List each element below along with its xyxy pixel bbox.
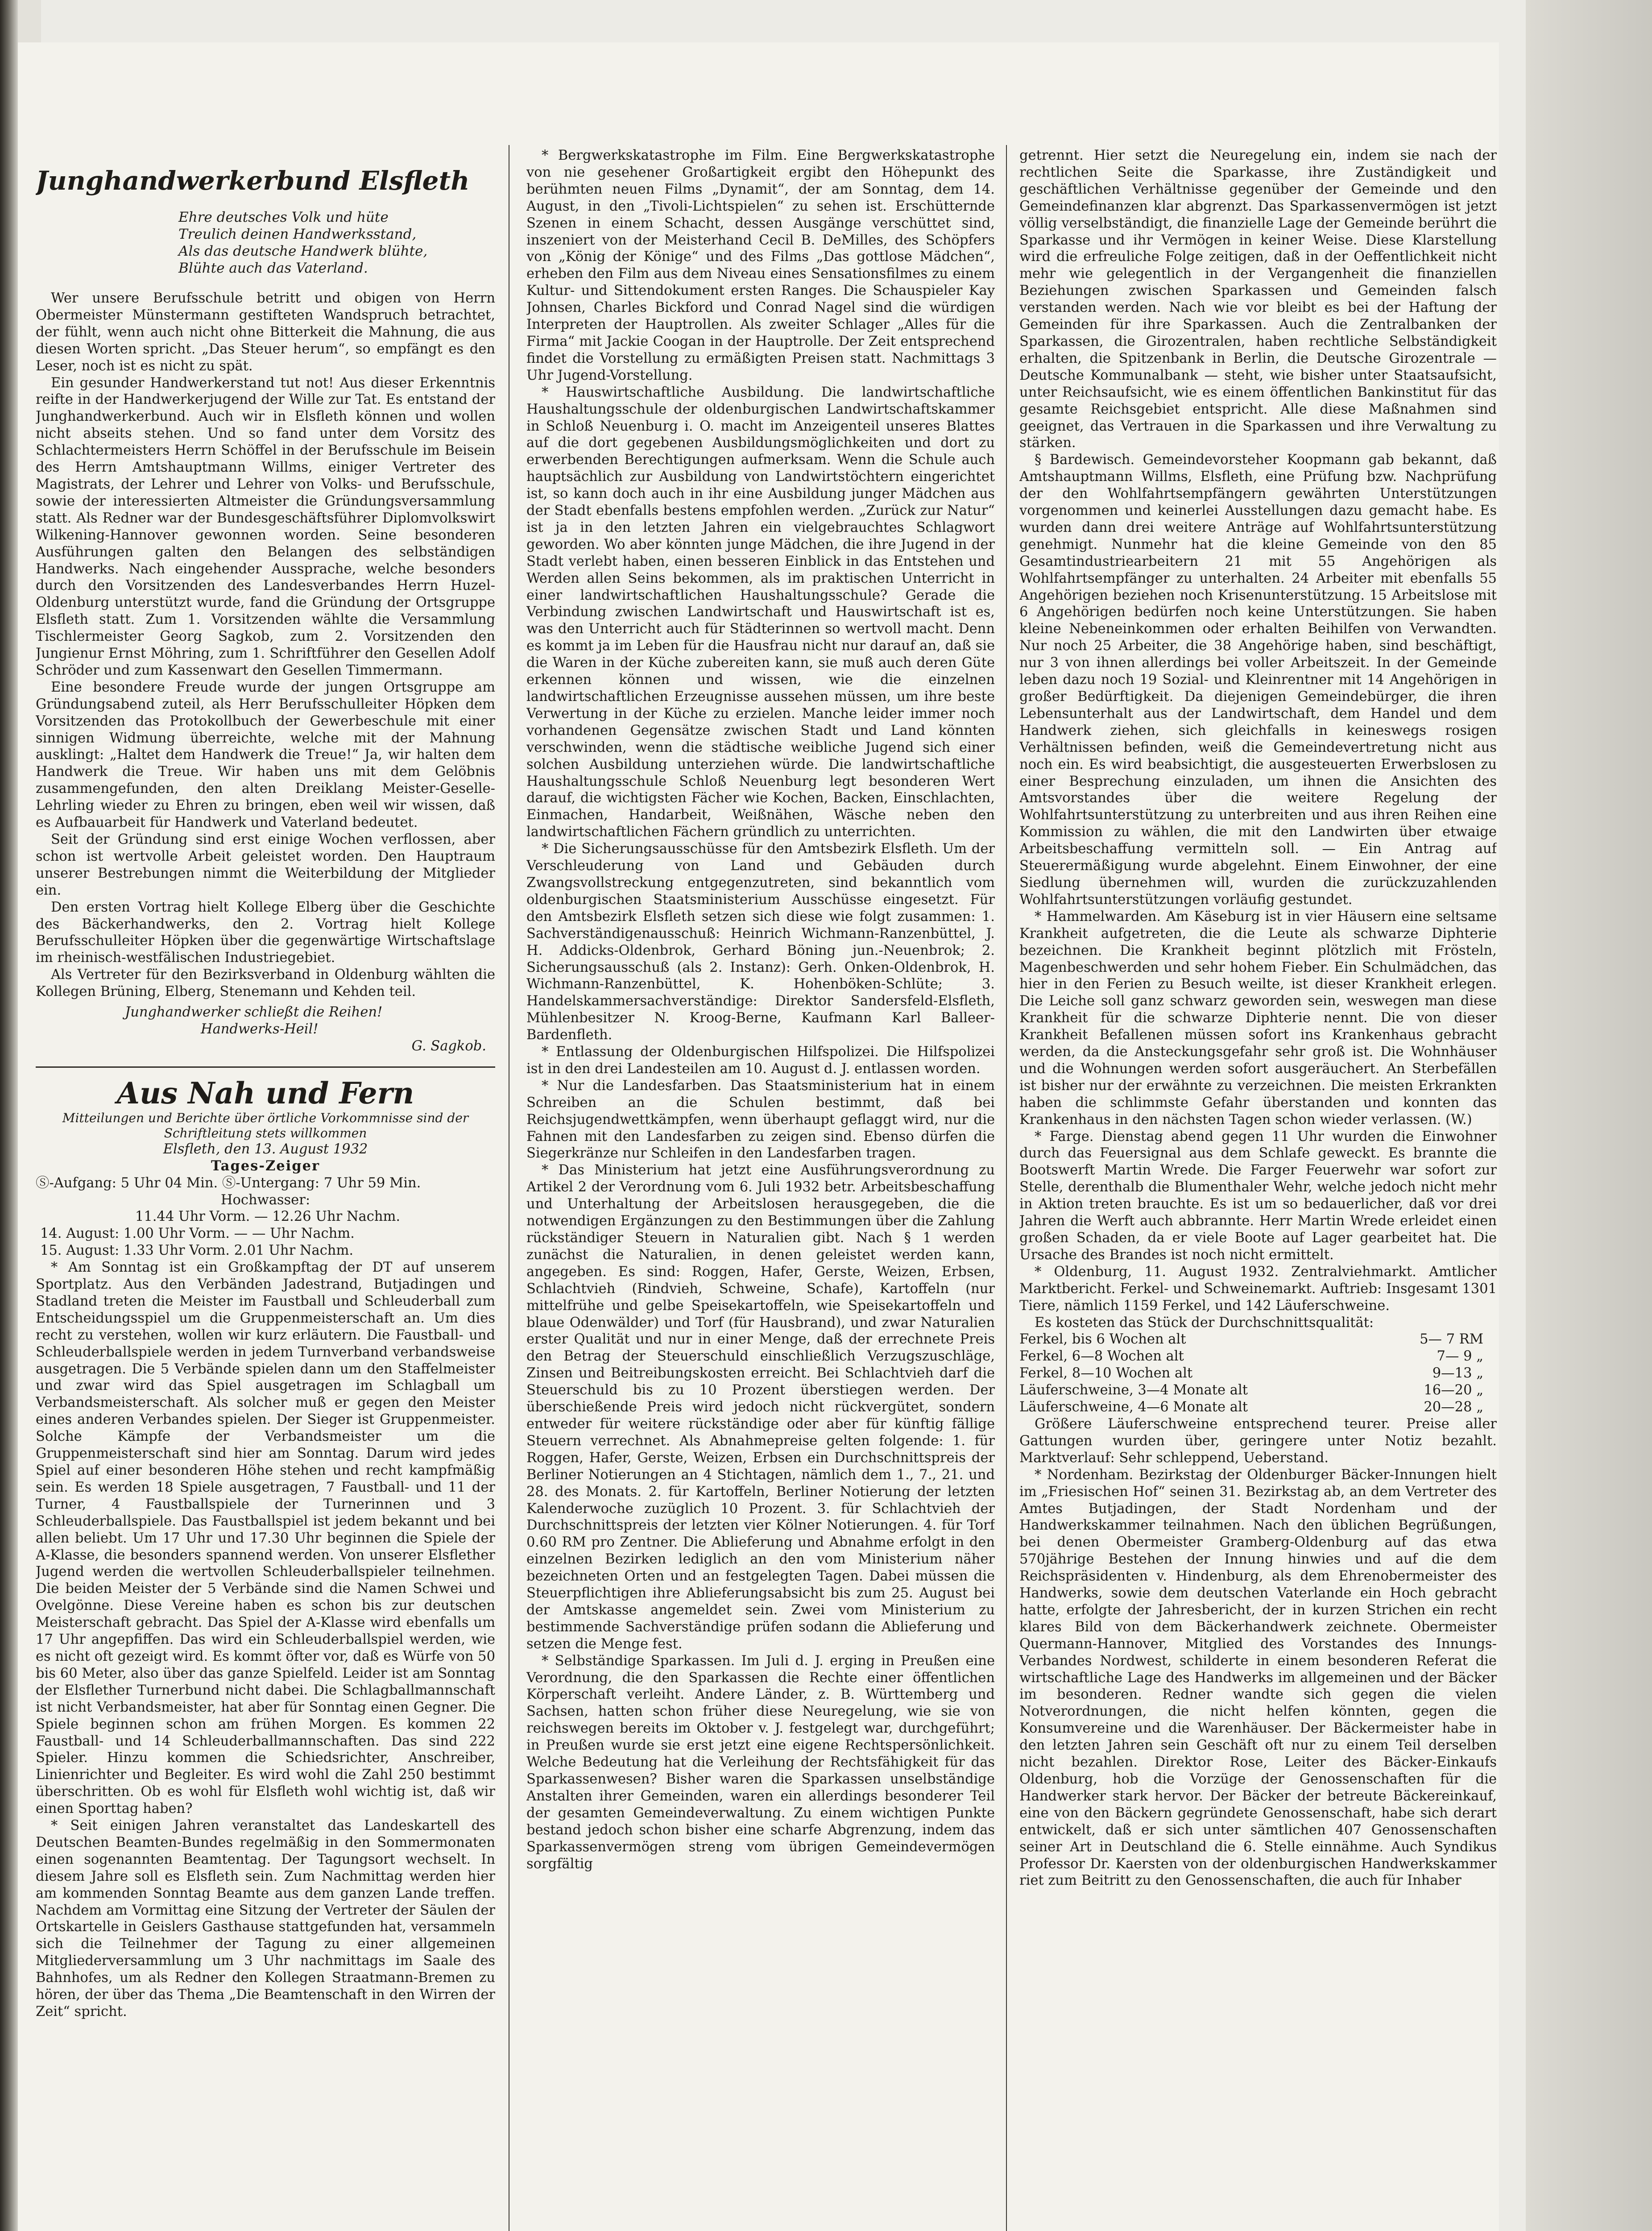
motto-line: Treulich deinen Handwerksstand, — [178, 226, 417, 242]
closing-line: Junghandwerker schließt die Reihen! — [125, 1004, 383, 1020]
market-item: Ferkel, 6—8 Wochen alt — [1019, 1348, 1184, 1364]
market-item: Läuferschweine, 4—6 Monate alt — [1019, 1399, 1248, 1415]
paragraph: Eine besondere Freude wurde der jungen Ortsgruppe am Gründungsabend zuteil, als Herr Berufsschulleiter Höpken dem Vorsitzenden das Protokollbuch der Gewerbeschule mit einer sinnigen Widmung überreichte, welche mit der Mahnung ausklingt: „Haltet dem Handwerk die Treue!“ Ja, wir halten dem Handwerk die Treue. Wir haben uns mit dem Gelöbnis zusammengefunden, den alten Dreiklang Meister-Geselle-Lehrling wieder zu Ehren zu bringen, eben weil wir wissen, daß es Aufbauarbeit für Handwerk und Vaterland bedeutet. — [36, 679, 495, 831]
tages-zeiger-heading: Tages-Zeiger — [211, 1157, 320, 1174]
news-item: * Entlassung der Oldenburgischen Hilfspolizei. Die Hilfspolizei ist in den drei Landesteilen am 10. August d. J. entlassen worden. — [526, 1044, 995, 1077]
column-rule — [1006, 145, 1007, 2231]
dateline: Elsfleth, den 13. August 1932 — [163, 1141, 368, 1157]
motto-line: Als das deutsche Handwerk blühte, — [178, 243, 428, 259]
section-title: Aus Nah und Fern — [116, 1075, 414, 1111]
market-item: Läuferschweine, 3—4 Monate alt — [1019, 1382, 1248, 1398]
news-item: * Hammelwarden. Am Käseburg ist in vier Häusern eine seltsame Krankheit aufgetreten, die die Leute als schwarze Diphterie bezeichnen. Die Krankheit beginnt plötzlich mit Frösteln, Magenbeschwerden und sehr hohem Fieber. Ein Schulmädchen, das hier in den Ferien zu Besuch weilte, ist dieser Krankheit erlegen. Die Leiche soll ganz schwarz geworden sein, weswegen man diese Krankheit für die schwarze Diphterie nennt. Die von dieser Krankheit Befallenen müssen sofort ins Krankenhaus gebracht werden, da die Ansteckungsgefahr sehr groß ist. Die Wohnhäuser und die Wohnungen werden sofort ausgeräuchert. An Sterbefällen ist bisher nur der erwähnte zu verzeichnen. Die meisten Erkrankten haben die schlimmste Gefahr überstanden und konnten das Krankenhaus in den nächsten Tagen schon wieder verlassen. (W.) — [1019, 908, 1497, 1128]
news-item: Größere Läuferschweine entsprechend teurer. Preise aller Gattungen wurden über, geringere unter Notiz bezahlt. Marktverlauf: Sehr schleppend, Ueberstand. — [1019, 1416, 1497, 1466]
market-price: 20—28 „ — [1424, 1399, 1483, 1415]
column-3 — [1019, 147, 1497, 2231]
news-item: * Nur die Landesfarben. Das Staatsministerium hat in einem Schreiben an die Schulen bestimmt, daß bei Reichsjugendwettkämpfen, wenn überhaupt geflaggt wird, nur die Fahnen mit den Landesfarben zu zeigen sind. Ebenso dürfen die Siegerkränze nur Schleifen in den Landesfarben tragen. — [526, 1078, 995, 1161]
tide-row: 11.44 Uhr Vorm. — 12.26 Uhr Nachm. — [135, 1209, 401, 1225]
column-1 — [36, 147, 495, 2231]
paragraph: Den ersten Vortrag hielt Kollege Elberg über die Geschichte des Bäckerhandwerks, den 2. Vortrag hielt Kollege Berufsschulleiter Höpken über die gegenwärtige Wirtschaftslage im rheinisch-westfälischen Industriegebiet. — [36, 899, 495, 966]
column-2 — [526, 147, 995, 2231]
market-row — [1019, 1399, 1497, 1416]
newspaper-page — [18, 42, 1499, 2231]
market-intro: Es kosteten das Stück der Durchschnittsqualität: — [1035, 1315, 1374, 1331]
page-right-margin — [1526, 0, 1652, 2231]
news-item: * Hauswirtschaftliche Ausbildung. Die landwirtschaftliche Haushaltungsschule der oldenburgischen Landwirtschaftskammer in Schloß Neuenburg i. O. macht im Anzeigenteil unseres Blattes auf die dort gegebenen Ausbildungsmöglichkeiten und dort zu erwerbenden Berechtigungen aufmerksam. Wenn die Schule auch hauptsächlich zur Ausbildung von Landwirtstöchtern eingerichtet ist, so kann doch auch in ihr eine Ausbildung junger Mädchen aus der Stadt ebenfalls bestens empfohlen werden. „Zurück zur Natur“ ist ja in den letzten Jahren ein vielgebrauchtes Schlagwort geworden. Wo aber könnten junge Mädchen, die ihre Jugend in der Stadt verlebt haben, einen besseren Einblick in das Entstehen und Werden allen Seins bekommen, als im praktischen Unterricht in einer landwirtschaftlichen Haushaltungsschule? Gerade die Verbindung zwischen Landwirtschaft und Hauswirtschaft ist es, was den Unterricht auch für Städterinnen so wertvoll macht. Denn es kommt ja im Leben für die Hausfrau nicht nur darauf an, daß sie die Waren in der Küche zubereiten kann, sie muß auch deren Güte erkennen können und wissen, wie die einzelnen landwirtschaftlichen Erzeugnisse aussehen müssen, um ihre beste Verwertung in der Küche zu erzielen. Manche leider immer noch vorhandenen Gegensätze zwischen Stadt und Land könnten verschwinden, wenn die städtische weibliche Jugend sich einer solchen Ausbildung unterziehen würde. Die landwirtschaftliche Haushaltungsschule Schloß Neuenburg legt besonderen Wert darauf, die wichtigsten Fächer wie Kochen, Backen, Einschlachten, Einmachen, Handarbeit, Weißnähen, Wäsche neben den landwirtschaftlichen Fächern gründlich zu unterrichten. — [526, 384, 995, 840]
section-divider — [36, 1066, 495, 1068]
news-item: * Oldenburg, 11. August 1932. Zentralviehmarkt. Amtlicher Marktbericht. Ferkel- und Schweinemarkt. Auftrieb: Insgesamt 1301 Tiere, nämlich 1159 Ferkel, und 142 Läuferschweine. — [1019, 1264, 1497, 1314]
market-item: Ferkel, bis 6 Wochen alt — [1019, 1331, 1186, 1348]
tide-row: 14. August: 1.00 Uhr Vorm. — — Uhr Nachm. — [40, 1226, 355, 1242]
news-item: * Seit einigen Jahren veranstaltet das Landeskartell des Deutschen Beamten-Bundes regelmäßig in den Sommermonaten einen sogenannten Beamtentag. Der Tagungsort wechselt. In diesem Jahre soll es Elsfleth sein. Zum Nachmittag werden hier am kommenden Sonntag Beamte aus dem ganzen Lande treffen. Nachdem am Vormittag eine Sitzung der Vertreter der Säulen der Ortskartelle in Geislers Gasthause stattgefunden hat, versammeln sich die Teilnehmer der Tagung zu einer allgemeinen Mitgliederversammlung um 3 Uhr nachmittags im Saale des Bahnhofes, um als Redner den Kollegen Straatmann-Bremen zu hören, der über das Thema „Die Beamtenschaft in den Wirren der Zeit“ spricht. — [36, 1818, 495, 2020]
news-item: § Bardewisch. Gemeindevorsteher Koopmann gab bekannt, daß Amtshauptmann Willms, Elsfleth, eine Prüfung bzw. Nachprüfung der den Wohlfahrtsempfängern gewährten Unterstützungen vorgenommen und keinerlei Ausstellungen dazu gemacht habe. Es wurden dann drei weitere Anträge auf Wohlfahrtsunterstützung genehmigt. Nunmehr hat die kleine Gemeinde von den 85 Gesamtindustriearbeitern 21 mit 55 Angehörigen als Wohlfahrtsempfänger zu unterhalten. 24 Arbeiter mit ebenfalls 55 Angehörigen beziehen noch Krisenunterstützung. 15 Arbeitslose mit 6 Angehörigen bedürfen noch keine Unterstützungen. Sie haben kleine Nebeneinkommen oder erhalten Beihilfen von Verwandten. Nur noch 25 Arbeiter, die 38 Angehörige haben, sind beschäftigt, nur 3 von ihnen allerdings bei voller Arbeitszeit. In der Gemeinde leben dazu noch 19 Sozial- und Kleinrentner mit 14 Angehörigen in großer Bedürftigkeit. Da diejenigen Gemeindebürger, die ihren Lebensunterhalt aus der Landwirtschaft, dem Handel und dem Handwerk ziehen, sich gleichfalls in keineswegs rosigen Verhältnissen befinden, weiß die Gemeindevertretung nicht aus noch ein. Es wird beabsichtigt, die ausgesteuerten Erwerbslosen zu einer Besprechung einzuladen, um ihnen die Ansichten des Amtsvorstandes über die weitere Regelung der Wohlfahrtsunterstützung zu unterbreiten und aus ihren Reihen eine Kommission zu wählen, die mit den Landwirten über etwaige Arbeitsbeschaffung vermitteln soll. — Ein Antrag auf Steuerermäßigung wurde abgelehnt. Einem Einwohner, der eine Siedlung übernehmen will, wurden die zurückzuzahlenden Wohlfahrtsunterstützungen vorläufig gestundet. — [1019, 452, 1497, 908]
market-price: 5— 7 RM — [1420, 1331, 1483, 1348]
paragraph: Als Vertreter für den Bezirksverband in Oldenburg wählten die Kollegen Brüning, Elberg, Stenemann und Kehden teil. — [36, 967, 495, 1000]
market-price: 9—13 „ — [1432, 1365, 1483, 1381]
news-item: * Bergwerkskatastrophe im Film. Eine Bergwerkskatastrophe von nie gesehener Großartigkeit ergibt den Höhepunkt des berühmten neuen Films „Dynamit“, der am Sonntag, dem 14. August, in den „Tivoli-Lichtspielen“ zu sehen ist. Erschütternde Szenen in einem Schacht, dessen Ausgänge verschüttet sind, inszeniert von der Meisterhand Cecil B. DeMilles, des Schöpfers von „König der Könige“ und des Films „Das gottlose Mädchen“, erheben den Film aus dem Niveau eines Sensationsfilmes zu einem Kultur- und Sittendokument ersten Ranges. Die Schauspieler Kay Johnsen, Charles Bickford und Conrad Nagel sind die würdigen Interpreten der Hauptrollen. Als zweiter Schlager „Alles für die Firma“ mit Jackie Coogan in der Hauptrolle. Der Zeit entsprechend findet die Vorstellung zu ermäßigten Preisen statt. Nachmittags 3 Uhr Jugend-Vorstellung. — [526, 148, 995, 383]
market-row — [1019, 1365, 1497, 1382]
market-price: 7— 9 „ — [1437, 1348, 1483, 1364]
paragraph: Seit der Gründung sind erst einige Wochen verflossen, aber schon ist wertvolle Arbeit geleistet worden. Den Hauptraum unserer Bestrebungen nimmt die Weiterbildung der Mitglieder ein. — [36, 832, 495, 898]
sun-times: Ⓢ-Aufgang: 5 Uhr 04 Min. Ⓢ-Untergang: 7 Uhr 59 Min. — [36, 1175, 421, 1191]
paragraph: Ein gesunder Handwerkerstand tut not! Aus dieser Erkenntnis reifte in der Handwerkerjugend der Wille zur Tat. Es entstand der Junghandwerkerbund. Auch wir in Elsfleth können und wollen nicht abseits stehen. Und so fand unter dem Vorsitz des Schlachtermeisters Herrn Schöffel in der Berufsschule im Beisein des Herrn Amtshauptmann Willms, einiger Vertreter des Magistrats, der Lehrer und Lehrer von Volks- und Berufsschule, sowie der interessierten Altmeister die Gründungsversammlung statt. Als Redner war der Bundesgeschäftsführer Diplomvolkswirt Wilkening-Hannover gewonnen worden. Seine besonderen Ausführungen galten den Belangen des selbständigen Handwerks. Nach eingehender Aussprache, welche besonders durch den Vorsitzenden des Landesverbandes Herrn Huzel-Oldenburg unterstützt wurde, fand die Gründung der Ortsgruppe Elsfleth statt. Zum 1. Vorsitzenden wählte die Versammlung Tischlermeister Georg Sagkob, zum 2. Vorsitzenden den Jungienur Ernst Möhring, zum 1. Schriftführer den Gesellen Adolf Schröder und zum Kassenwart den Gesellen Timmermann. — [36, 375, 495, 678]
market-row — [1019, 1348, 1497, 1365]
article-title: Junghandwerkerbund Elsfleth — [36, 166, 470, 196]
motto-line: Ehre deutsches Volk und hüte — [178, 209, 389, 225]
news-item: * Am Sonntag ist ein Großkampftag der DT auf unserem Sportplatz. Aus den Verbänden Jadestrand, Butjadingen und Stadland treten die Meister im Faustball und Schleuderball zum Entscheidungsspiel um die Gruppenmeisterschaft an. Um dies recht zu verstehen, wollen wir kurz erläutern. Die Faustball- und Schleuderballspiele werden in jedem Turnverband verbandsweise ausgetragen. Die 5 Verbände spielen dann um den Staffelmeister und zwar wird das Spiel ausgetragen im Schlagball um Verbandsmeisterschaft. Als solcher muß er gegen den Meister eines anderen Verbandes spielen. Der Sieger ist Gruppenmeister. Solche Kämpfe der Verbandsmeister um die Gruppenmeisterschaft sind hier am Sonntag. Darum wird jedes Spiel auf einer besonderen Höhe stehen und recht kampfmäßig sein. Es werden 18 Spiele ausgetragen, 7 Faustball- und 11 der Turner, 4 Faustballspiele der Turnerinnen und 3 Schleuderballspiele. Das Faustballspiel ist jedem bekannt und bei allen beliebt. Um 17 Uhr und 17.30 Uhr beginnen die Spiele der A-Klasse, die besonders spannend werden. Von unserer Elsflether Jugend werden die wertvollen Schleuderballspieler teilnehmen. Die beiden Meister der 5 Verbände sind die Namen Schwei und Ovelgönne. Diese Vereine haben es schon bis zur deutschen Meisterschaft gebracht. Das Spiel der A-Klasse wird ebenfalls um 17 Uhr angepfiffen. Das wird ein Schleuderballspiel werden, wie es nicht oft gezeigt wird. Es kommt öfter vor, daß es Würfe von 50 bis 60 Meter, also über das ganze Spielfeld. Leider ist am Sonntag der Elsflether Turnerbund nicht dabei. Die Schlagballmannschaft ist nicht Verbandsmeister, hat aber für Sonntag einen Gegner. Die Spiele beginnen schon am frühen Morgen. Es kommen 22 Faustball- und 14 Schleuderballmannschaften. Das sind 222 Spieler. Hinzu kommen die Schiedsrichter, Anschreiber, Linienrichter und Begleiter. Es wird wohl die Zahl 250 bestimmt überschritten. Ob es wohl für Elsfleth wohl wichtig ist, daß wir einen Sporttag haben? — [36, 1260, 495, 1817]
news-item: * Nordenham. Bezirkstag der Oldenburger Bäcker-Innungen hielt im „Friesischen Hof“ seinen 31. Bezirkstag ab, an dem Vertreter des Amtes Butjadingen, der Stadt Nordenham und der Handwerkskammer teilnahmen. Nach den üblichen Begrüßungen, bei denen Obermeister Gramberg-Oldenburg auf das etwa 570jährige Bestehen der Innung hinwies und auf die dem Reichspräsidenten v. Hindenburg, als dem Ehrenobermeister des Handwerks, sowie dem deutschen Vaterlande ein Hoch gebracht hatte, erfolgte der Jahresbericht, der in kurzen Strichen ein recht klares Bild von dem Bäckerhandwerk zeichnete. Obermeister Quermann-Hannover, Mitglied des Vorstandes des Innungs-Verbandes Nordwest, schilderte in einem besonderen Referat die wirtschaftliche Lage des Handwerks im allgemeinen und der Bäcker im besonderen. Redner wandte sich gegen die vielen Notverordnungen, die nicht helfen könnten, gegen die Konsumvereine und die Warenhäuser. Der Bäckermeister habe in den letzten Jahren sein Geschäft oft nur zu einem Teil derselben nicht bezahlen. Direktor Rose, Leiter des Bäcker-Einkaufs Oldenburg, hob die Vorzüge der Genossenschaften für die Handwerker stark hervor. Der Bäcker der betreute Bäckereinkauf, eine von den Bäckern gegründete Genossenschaft, habe sich derart entwickelt, daß er sich unter sämtlichen 407 Genossenschaften seiner Art in Deutschland die 6. Stelle einnähme. Auch Syndikus Professor Dr. Kaersten von der oldenburgischen Handwerkskammer riet zum Beitritt zu den Genossenschaften, die auch für Inhaber — [1019, 1467, 1497, 1889]
news-item: getrennt. Hier setzt die Neuregelung ein, indem sie nach der rechtlichen Seite die Sparkasse, ihre Zuständigkeit und geschäftlichen Verhältnisse gegenüber der Gemeinde und den Gemeindefinanzen klar abgrenzt. Das Sparkassenvermögen ist jetzt völlig verselbständigt, die finanzielle Lage der Gemeinde berührt die Sparkasse und ihr Vermögen in keiner Weise. Diese Klarstellung wird die erfreuliche Folge zeitigen, daß in der Oeffentlichkeit nicht mehr wie gelegentlich in der Vergangenheit die finanziellen Beziehungen zwischen Sparkassen und Gemeinden falsch verstanden werden. Nach wie vor bleibt es bei der Haftung der Gemeinden für ihre Sparkassen. Auch die Zentralbanken der Sparkassen, die Girozentralen, haben rechtliche Selbständigkeit erhalten, die Spitzenbank in Berlin, die Deutsche Girozentrale — Deutsche Kommunalbank — steht, wie bisher unter Staatsaufsicht, unter Reichsaufsicht, wie es einem öffentlichen Bankinstitut für das gesamte Reichsgebiet entspricht. Alle diese Maßnahmen sind geeignet, das Vertrauen in die Sparkassen und ihre Verwaltung zu stärken. — [1019, 148, 1497, 451]
news-item: * Die Sicherungsausschüsse für den Amtsbezirk Elsfleth. Um der Verschleuderung von Land und Gebäuden durch Zwangsvollstreckung entgegenzutreten, sind bekanntlich vom oldenburgischen Staatsministerium Ausschüsse eingesetzt. Für den Amtsbezirk Elsfleth setzen sich diese wie folgt zusammen: 1. Sachverständigenausschuß: Heinrich Wichmann-Ranzenbüttel, J. H. Addicks-Oldenbrok, Gerhard Böning jun.-Neuenbrok; 2. Sicherungsausschuß (als 2. Instanz): Gerh. Onken-Oldenbrok, H. Wichmann-Ranzenbüttel, K. Hohenböken-Schlüte; 3. Handelskammersachverständige: Direktor Sandersfeld-Elsfleth, Mühlenbesitzer N. Kroog-Berne, Kaufmann Karl Balleer-Bardenfleth. — [526, 841, 995, 1043]
hochwasser-heading: Hochwasser: — [220, 1192, 311, 1208]
closing — [36, 1004, 495, 1038]
section-subtitle: Mitteilungen und Berichte über örtliche Vorkommnisse sind der Schriftleitung stets willkommen — [62, 1110, 469, 1140]
book-binding-edge — [0, 0, 18, 2231]
market-row — [1019, 1331, 1497, 1348]
news-item: * Farge. Dienstag abend gegen 11 Uhr wurden die Einwohner durch das Feuersignal aus dem Schlafe geweckt. Es brannte die Bootswerft Martin Wrede. Die Farger Feuerwehr war sofort zur Stelle, derenthalb die Blumenthaler Wehr, welche jedoch nicht mehr in Aktion treten brauchte. Es ist um so bedauerlicher, daß vor drei Jahren die Werft auch abbrannte. Herr Martin Wrede erleidet einen großen Schaden, da er viele Boote auf Lager gearbeitet hat. Die Ursache des Brandes ist noch nicht ermittelt. — [1019, 1128, 1497, 1263]
closing-line: Handwerks-Heil! — [201, 1021, 319, 1037]
signature: G. Sagkob. — [411, 1038, 486, 1054]
tide-table — [36, 1208, 495, 1259]
news-item: * Selbständige Sparkassen. Im Juli d. J. erging in Preußen eine Verordnung, die den Sparkassen die Rechte einer öffentlichen Körperschaft verleiht. Andere Länder, z. B. Württemberg und Sachsen, hatten schon früher diese Neuregelung, wie sie von reichswegen bereits im Oktober v. J. festgelegt war, durchgeführt; in Preußen wurde sie erst jetzt eine eigene Rechtspersönlichkeit. Welche Bedeutung hat die Verleihung der Rechtsfähigkeit für das Sparkassenwesen? Bisher waren die Sparkassen unselbständige Anstalten ihrer Gemeinden, waren ein allerdings besonderer Teil der gesamten Gemeindeverwaltung. Zu einem wichtigen Punkte bestand jedoch schon bisher eine scharfe Abgrenzung, indem das Sparkassenvermögen streng vom übrigen Gemeindevermögen sorgfältig — [526, 1653, 995, 1872]
market-price: 16—20 „ — [1424, 1382, 1483, 1398]
tide-row: 15. August: 1.33 Uhr Vorm. 2.01 Uhr Nachm. — [40, 1243, 354, 1259]
paragraph: Wer unsere Berufsschule betritt und obigen von Herrn Obermeister Münstermann gestifteten Wandspruch betrachtet, der fühlt, wenn auch nicht ohne Bitterkeit die Mahnung, die aus diesen Worten spricht. „Das Steuer herum“, so empfängt es den Leser, noch ist es nicht zu spät. — [36, 290, 495, 374]
market-price-table — [1019, 1331, 1497, 1416]
motto-line: Blühte auch das Vaterland. — [178, 260, 368, 276]
motto — [36, 209, 495, 277]
market-item: Ferkel, 8—10 Wochen alt — [1019, 1365, 1193, 1381]
market-row — [1019, 1382, 1497, 1399]
news-item: * Das Ministerium hat jetzt eine Ausführungsverordnung zu Artikel 2 der Verordnung vom 6. Juli 1932 betr. Arbeitsbeschaffung und Unterhaltung der Arbeitslosen herausgegeben, die die notwendigen Ergänzungen zu den Bestimmungen über die Zahlung rückständiger Steuern in Naturalien gibt. Nach § 1 werden zunächst die Naturalien, in denen geleistet werden kann, angegeben. Es sind: Roggen, Hafer, Gerste, Weizen, Erbsen, Schlachtvieh (Rindvieh, Schweine, Schafe), Kartoffeln (nur mittelfrühe und gelbe Speisekartoffeln, wie Speisekartoffeln und blaue Odenwälder) und Torf (für Hausbrand), und zwar Naturalien erster Qualität und nur in einer Menge, daß der errechnete Preis den Betrag der Steuerschuld einschließlich Verzugszuschläge, Zinsen und Beitreibungskosten erreicht. Bei Schlachtvieh darf die Steuerschuld bis zu 10 Prozent überstiegen werden. Der überschießende Preis wird jedoch nicht rückvergütet, sondern entweder für weitere rückständige oder aber für künftig fällige Steuern verrechnet. Als Abnahmepreise gelten folgende: 1. für Roggen, Hafer, Gerste, Weizen, Erbsen ein Durchschnittspreis der Berliner Notierungen an 4 Stichtagen, nämlich dem 1., 7., 21. und 28. des Monats. 2. für Kartoffeln, Berliner Notierung der letzten Kalenderwoche zuzüglich 10 Prozent. 3. für Schlachtvieh der Durchschnittspreis der letzten vier Kölner Notierungen. 4. für Torf 0.60 RM pro Zentner. Die Ablieferung und Abnahme erfolgt in den einzelnen Bezirken lediglich an den vom Ministerium näher bezeichneten Orten und an festgelegten Tagen. Dabei müssen die Steuerpflichtigen ihre Ablieferungsabsicht bis zum 25. August bei der Amtskasse angemeldet sein. Zwei vom Ministerium zu bestimmende Sachverständige prüfen sodann die Ablieferung und setzen die Menge fest. — [526, 1162, 995, 1652]
